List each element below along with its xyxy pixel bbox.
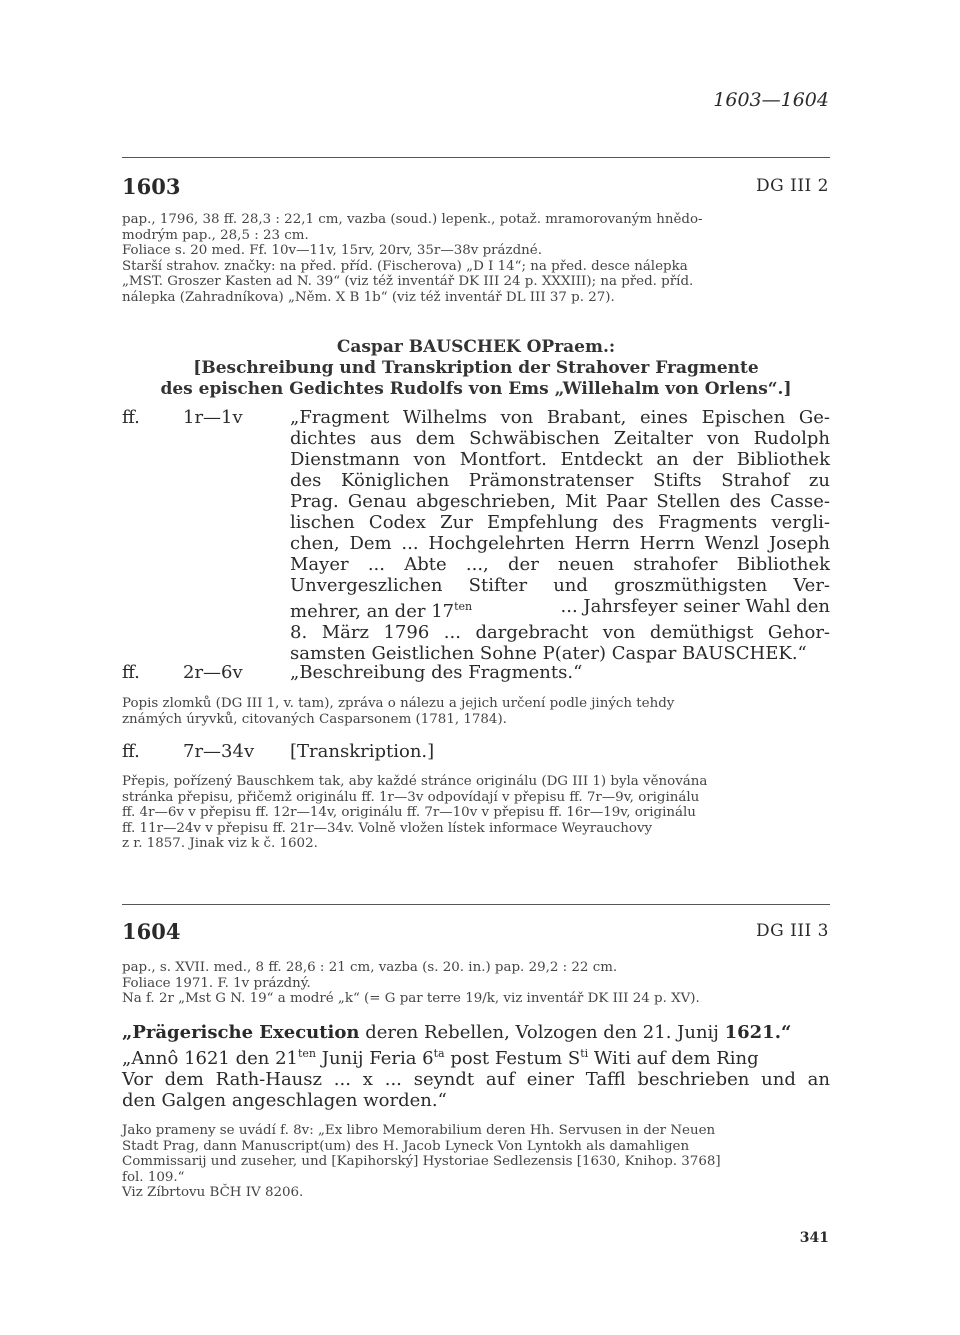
note-transcription: Přepis, pořízený Bauschkem tak, aby každé stránce originálu (DG III 1) byla věnována stránka přepisu, přičemž originálu ff. 1r—3v odpovídají v přepisu ff. 7r—9v, originálu ff. 4r—6v v přepisu ff. 12r—14v, originálu ff. 7r—10v v přepisu ff. 16r—19v, originálu ff. 11r—24v v přepisu ff. 21r—34v. Volně vložen lístek informace Weyrauchovy z r. 1857. Jinak viz k č. 1602. [122,774,708,852]
note-sources-1604: Jako prameny se uvádí f. 8v: „Ex libro Memorabilium deren Hh. Servusen in der Neuen Stadt Prag, dann Manuscript(um) des H. Jacob Lyneck Von Lyntokh als damahligen Commissarij und zuseher, und [Kapihorský] Hystoriae Sedlezensis [1630, Knihop. 3768] fol. 109.“ Viz Zíbrtovu BČH IV 8206. [122,1123,721,1201]
item-folio-range: 1r—1v [183,407,243,428]
page-number: 341 [799,1230,829,1246]
entry-number-1603: 1603 [122,174,181,199]
description-1603: pap., 1796, 38 ff. 28,3 : 22,1 cm, vazba (soud.) lepenk., potaž. mramorovaným hnědo- modrým pap., 28,5 : 23 cm. Foliace s. 20 med. Ff. 10v—11v, 15rv, 20rv, 35r—38v prázdné. Starší strahov. značky: na před. příd. (Fischerova) „D I 14“; na před. desce nálepka „MST. Groszer Kasten ad N. 39“ (viz též inventář DK III 24 p. XXXIII); na před. příd. nálepka (Zahradníkova) „Něm. X B 1b“ (viz též inventář DL III 37 p. 27). [122,212,703,305]
item-label: ff. [122,662,140,683]
item-folio-range: 2r—6v [183,662,243,683]
running-head: 1603—1604 [713,89,829,111]
quoted-text-1604: „Prägerische Execution deren Rebellen, Volzogen den 21. Junij 1621.“ „Annô 1621 den $21^{ten}$ Junij Feria $6^{ta}$ post Festum $S^{ti}$ Witi auf dem Ring Vor dem Rath-Hausz ... x ... seyndt auf einer Taffl beschrieben und an den Galgen angeschlagen worden.“ [122,1022,830,1111]
divider-middle [122,904,830,905]
description-1604: pap., s. XVII. med., 8 ff. 28,6 : 21 cm, vazba (s. 20. in.) pap. 29,2 : 22 cm. Foliace 1971. F. 1v prázdný. Na f. 2r „Mst G N. 19“ a modré „k“ (= G par terre 19/k, viz inventář DK III 24 p. XV). [122,960,700,1007]
item-label: ff. [122,407,140,428]
note-description: Popis zlomků (DG III 1, v. tam), zpráva o nálezu a jejich určení podle jiných tehdy známých úryvků, citovaných Casparsonem (1781, 1784). [122,696,675,727]
item-text-description: „Beschreibung des Fragments.“ [290,662,583,683]
shelfmark-1604: DG III 3 [756,921,829,941]
entry-number-1604: 1604 [122,919,181,944]
item-text-fragment: „Fragment Wilhelms von Brabant, eines Epischen Ge- dichtes aus dem Schwäbischen Zeitalter von Rudolph Dienstmann von Montfort. Entdeckt an der Bibliothek des Königlichen Prämonstratenser Stifts Strahof zu Prag. Genau abgeschrieben, Mit Paar Stellen des Casse- lischen Codex Zur Empfehlung des Fragments vergli- chen, Dem ... Hochgelehrten Herrn Herrn Wenzl Joseph Mayer ... Abte ..., der neuen strahofer Bibliothek Unvergeszlichen Stifter und groszmüthigsten Ver- mehrer, an der $17^{ten}$ ... Jahrsfeyer seiner Wahl den 8. März 1796 ... dargebracht von demüthigst Gehor- samsten Geistlichen Sohne P(ater) Caspar BAUSCHEK.“ [290,407,830,664]
item-text-transcription: [Transkription.] [290,741,435,762]
item-label: ff. [122,741,140,762]
shelfmark-1603: DG III 2 [756,176,829,196]
work-title-1603: Caspar BAUSCHEK OPraem.: [Beschreibung und Transkription der Strahover Fragmente des epischen Gedichtes Rudolfs von Ems „Willehalm von Orlens“.] [160,337,792,399]
divider-top [122,157,830,158]
item-folio-range: 7r—34v [183,741,255,762]
